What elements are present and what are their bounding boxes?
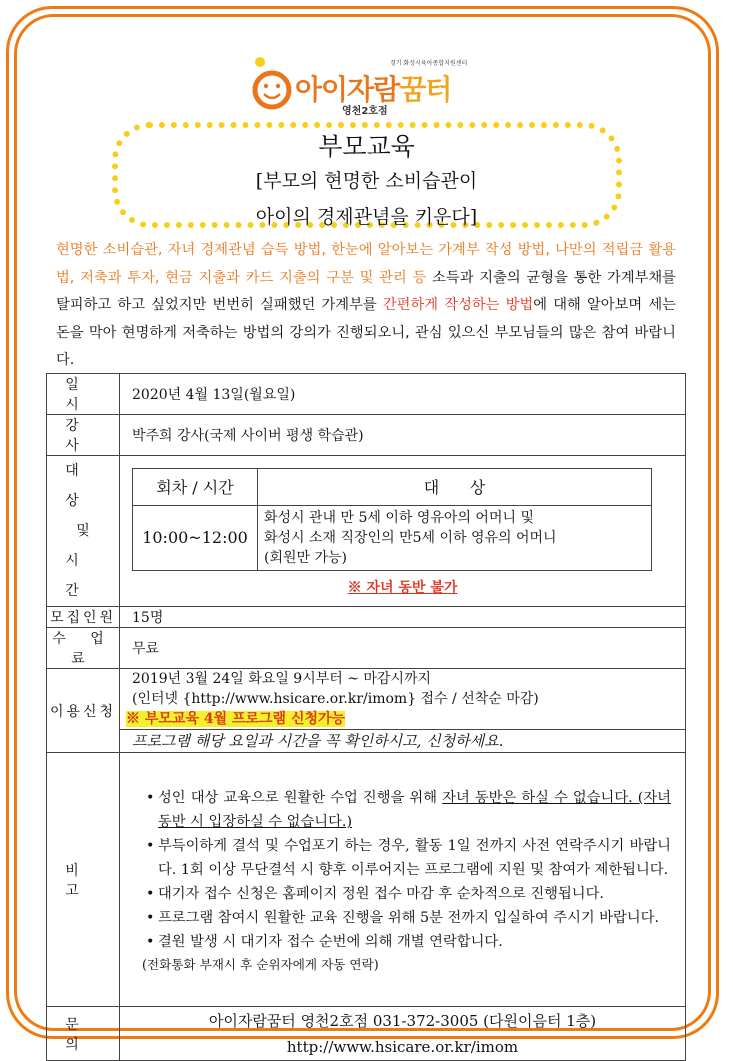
child-face-icon — [250, 54, 300, 114]
note-sub: (전화통화 부재시 후 순위자에게 자동 연락) — [142, 957, 379, 972]
apply-label: 이용신청 — [47, 669, 120, 753]
target-label-3: 시 간 — [65, 553, 101, 599]
target-line-2: 화성시 소재 직장인의 만5세 이하 영유의 어머니 — [264, 529, 557, 546]
logo-org-name: 경기 화성시육아종합지원센터 — [390, 60, 468, 67]
capacity-value: 15명 — [120, 607, 686, 628]
target-label-2: 및 — [76, 523, 90, 539]
row-capacity — [47, 607, 686, 628]
session-header-time: 회차 / 시간 — [133, 468, 258, 505]
row-apply — [47, 669, 686, 753]
row-lecturer — [47, 415, 686, 456]
note-item: • 결원 발생 시 대기자 접수 순번에 의해 개별 연락합니다. — [158, 930, 671, 954]
target-label — [47, 456, 120, 607]
row-contact — [47, 1007, 686, 1061]
lecturer-value: 박주희 강사(국제 사이버 평생 학습관) — [120, 415, 686, 456]
note-item: • 부득이하게 결석 및 수업포기 하는 경우, 활동 1일 전까지 사전 연락주시기 바랍니다. 1회 이상 무단결석 시 향후 이루어지는 프로그램에 지원 및 참여가 제한됩니다. — [158, 834, 671, 882]
logo-wordmark-part1: 아이자람 — [295, 73, 400, 106]
intro-text-1: 소득과 지출의 균형을 통한 가계부채를 탈피하고 하고 싶었지만 번번히 실패했던 가계부를 — [56, 269, 676, 314]
logo — [250, 52, 490, 118]
no-children-notice: ※ 자녀 동반 불가 — [347, 579, 458, 596]
date-value: 2020년 4월 13일(월요일) — [120, 374, 686, 415]
intro-text-2: 에 대해 알아보며 세는 돈을 막아 현명하게 저축하는 방법의 강의가 진행되오니, 관심 있으신 부모님들의 많은 참여 바랍니다. — [56, 297, 676, 369]
fee-value: 무료 — [120, 628, 686, 669]
apply-line-2: (인터넷 {http://www.hsicare.or.kr/imom} 접수 / 선착순 마감) — [132, 691, 539, 707]
subtitle-line-1: [부모의 현명한 소비습관이 — [255, 170, 478, 192]
page-title: 부모교육 — [318, 132, 415, 161]
notes-label: 비 고 — [47, 753, 120, 1007]
session-table — [132, 468, 652, 571]
row-target — [47, 456, 686, 607]
fee-label: 수 업 료 — [47, 628, 120, 669]
intro-highlight-easy-method: 간편하게 작성하는 방법 — [382, 297, 534, 314]
info-table — [46, 373, 686, 1061]
row-notes — [47, 753, 686, 1007]
notes-list — [140, 786, 671, 954]
note-item: • 대기자 접수 신청은 홈페이지 정원 접수 마감 후 순차적으로 진행됩니다. — [158, 882, 671, 906]
subtitle-line-2: 아이의 경제관념을 키운다] — [255, 206, 478, 228]
target-label-1: 대 상 — [65, 463, 101, 509]
note-item: • 프로그램 참여시 원활한 교육 진행을 위해 5분 전까지 입실하여 주시기 바랍니다. — [158, 906, 671, 930]
row-fee — [47, 628, 686, 669]
target-line-3: (회원만 가능) — [264, 549, 347, 566]
note-item: • 성인 대상 교육으로 원활한 수업 진행을 위해 자녀 동반은 하실 수 없습니다. (자녀 동반 시 입장하실 수 없습니다.) — [158, 786, 671, 834]
apply-note: 프로그램 해당 요일과 시간을 꼭 확인하시고, 신청하세요. — [120, 729, 685, 752]
intro-paragraph — [56, 237, 676, 375]
intro-highlight-topics: 현명한 소비습관, 자녀 경제관념 습득 방법, 한눈에 알아보는 가계부 작성 방법, 나만의 적립금 활용법, 저축과 투자, 현금 지출과 카드 지출의 구분 및 관리 등 — [56, 242, 676, 286]
date-label: 일 시 — [47, 374, 120, 415]
session-header-target: 대 상 — [258, 468, 652, 505]
contact-url[interactable]: http://www.hsicare.or.kr/imom — [286, 1037, 519, 1056]
session-time: 10:00~12:00 — [133, 505, 258, 570]
apply-cell — [120, 669, 686, 753]
row-date — [47, 374, 686, 415]
target-cell — [120, 456, 686, 607]
logo-wordmark-part2: 꿈터 — [399, 73, 452, 106]
apply-line-1: 2019년 3월 24일 화요일 9시부터 ~ 마감시까지 — [132, 671, 432, 687]
logo-branch: 영천2호점 — [342, 106, 388, 117]
session-target — [258, 505, 652, 570]
target-line-1: 화성시 관내 만 5세 이하 영유아의 어머니 및 — [264, 509, 534, 526]
apply-highlight: ※ 부모교육 4월 프로그램 신청가능 — [126, 711, 346, 727]
capacity-label: 모집인원 — [47, 607, 120, 628]
notes-cell — [120, 753, 686, 1007]
contact-line-1: 아이자람꿈터 영천2호점 031-372-3005 (다원이음터 1층) — [208, 1011, 597, 1030]
contact-label: 문 의 — [47, 1007, 120, 1061]
contact-cell — [120, 1007, 686, 1061]
lecturer-label: 강 사 — [47, 415, 120, 456]
